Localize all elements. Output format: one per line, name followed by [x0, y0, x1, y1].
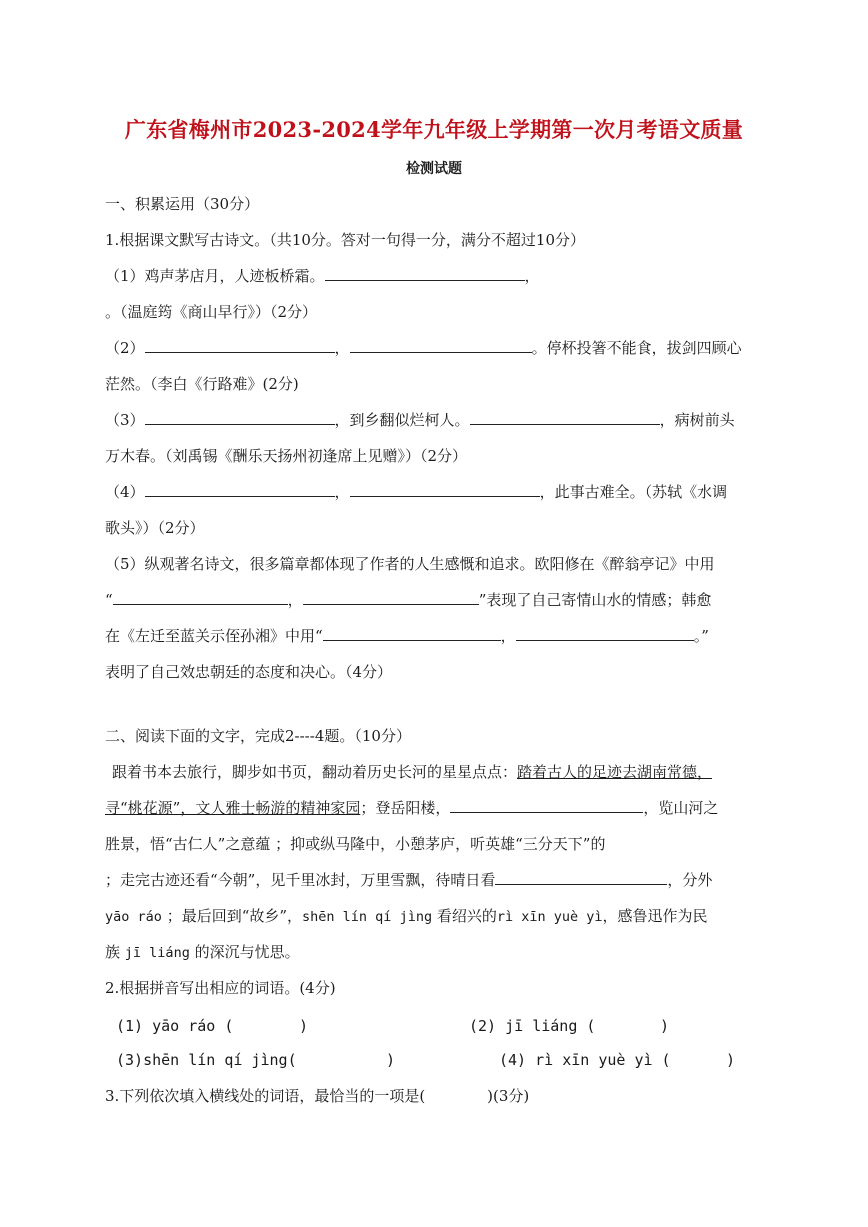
text: “ — [105, 591, 113, 609]
item-5-line-2 — [105, 590, 711, 610]
text: 。” — [693, 627, 709, 645]
answer-blank[interactable] — [470, 410, 660, 425]
text: 看绍兴的 — [436, 907, 497, 925]
answer-blank[interactable] — [145, 338, 335, 353]
answer-4-close: ) — [726, 1051, 736, 1069]
passage-line-4 — [105, 870, 712, 890]
item-4-line-1 — [105, 482, 727, 502]
answer-1-close: ) — [299, 1017, 309, 1035]
text: ；最后回到“故乡”， — [166, 907, 303, 925]
answer-blank[interactable] — [495, 870, 667, 885]
text: ，览山河之 — [643, 799, 719, 817]
text: （4） — [105, 483, 145, 501]
item-1-line-1 — [105, 266, 540, 286]
answer-blank[interactable] — [450, 798, 643, 813]
answer-blank[interactable] — [350, 338, 532, 353]
pinyin: yāo ráo — [105, 909, 162, 925]
question-2: 2.根据拼音写出相应的词语。(4分) — [105, 979, 336, 997]
text: （3） — [105, 411, 145, 429]
answer-4-prompt: (4) rì xīn yuè yì ( — [499, 1051, 671, 1069]
answer-2-close: ) — [660, 1017, 670, 1035]
passage-line-6 — [105, 942, 300, 963]
pinyin: shēn lín qí jìng — [302, 909, 433, 925]
underlined-text: 寻“桃花源”，文人雅士畅游的精神家园 — [105, 799, 361, 817]
passage-line-2 — [105, 798, 718, 818]
text: ， — [524, 267, 540, 285]
text: ， — [334, 339, 350, 357]
answer-3-close: ) — [386, 1051, 396, 1069]
text: ， — [334, 483, 350, 501]
question-3 — [105, 1086, 529, 1106]
item-3-line-2: 万木春。（刘禹锡《酬乐天扬州初逢席上见赠》）（2分） — [105, 447, 468, 465]
item-5-line-1: （5）纵观著名诗文，很多篇章都体现了作者的人生感慨和追求。欧阳修在《醉翁亭记》中用 — [105, 555, 715, 573]
answer-blank[interactable] — [303, 590, 479, 605]
text: ，此事古难全。（苏轼《水调 — [539, 483, 728, 501]
text: 。停杯投箸不能食，拔剑四顾心 — [531, 339, 742, 357]
text: 族 — [105, 943, 121, 961]
answer-blank[interactable] — [113, 590, 288, 605]
underlined-text: 踏着古人的足迹去湖南常德， — [517, 763, 713, 781]
item-3-line-1 — [105, 410, 735, 430]
answer-1-prompt: (1) yāo ráo ( — [116, 1017, 234, 1035]
text: ，到乡翻似烂柯人。 — [334, 411, 470, 429]
passage-line-3: 胜景，悟“古仁人”之意蕴 ；抑或纵马隆中，小憩茅庐，听英雄“三分天下”的 — [105, 835, 606, 853]
section-heading: 一、积累运用（30分） — [105, 195, 260, 213]
text: ，病树前头 — [659, 411, 735, 429]
text: ， — [500, 627, 516, 645]
text: 3.下列依次填入横线处的词语，最恰当的一项是( — [105, 1087, 426, 1105]
text: （2） — [105, 339, 145, 357]
answer-3-prompt: (3)shēn lín qí jìng( — [116, 1051, 297, 1069]
text: ，分外 — [667, 871, 713, 889]
item-2-line-1 — [105, 338, 742, 358]
answer-2-prompt: (2) jī liáng ( — [469, 1017, 596, 1035]
text: ， — [287, 591, 303, 609]
text: ，感鲁迅作为民 — [602, 907, 708, 925]
section-heading: 二、阅读下面的文字，完成2----4题。（10分） — [105, 727, 411, 745]
document-title: 广东省梅州市2023-2024学年九年级上学期第一次月考语文质量 — [124, 117, 744, 142]
document-subtitle: 检测试题 — [406, 161, 462, 177]
text: 在《左迁至蓝关示侄孙湘》中用“ — [105, 627, 323, 645]
text: （1）鸡声茅店月，人迹板桥霜。 — [105, 267, 325, 285]
answer-blank[interactable] — [323, 626, 501, 641]
text: ；登岳阳楼， — [360, 799, 451, 817]
item-5-line-3 — [105, 626, 709, 646]
pinyin: rì xīn yuè yì — [496, 909, 603, 925]
text: )(3分) — [487, 1087, 530, 1105]
answer-blank[interactable] — [325, 266, 525, 281]
passage-line-1 — [112, 762, 712, 782]
answer-blank[interactable] — [145, 482, 335, 497]
answer-blank[interactable] — [350, 482, 540, 497]
text: 跟着书本去旅行，脚步如书页，翻动着历史长河的星星点点： — [112, 763, 518, 781]
text: ；走完古迹还看“今朝”，见千里冰封，万里雪飘，待晴日看 — [105, 871, 496, 889]
text: 的深沉与忧思。 — [194, 943, 300, 961]
answer-blank[interactable] — [145, 410, 335, 425]
passage-line-5 — [105, 906, 708, 927]
item-1-line-2: 。（温庭筠《商山早行》）（2分） — [105, 303, 318, 321]
answer-blank[interactable] — [516, 626, 694, 641]
pinyin: jī liáng — [124, 945, 190, 961]
question-1: 1.根据课文默写古诗文。（共10分。答对一句得一分，满分不超过10分） — [105, 231, 585, 249]
item-5-line-4: 表明了自己效忠朝廷的态度和决心。（4分） — [105, 663, 393, 681]
text: ”表现了自己寄情山水的情感；韩愈 — [478, 591, 712, 609]
item-4-line-2: 歌头》）（2分） — [105, 519, 205, 537]
item-2-line-2: 茫然。（李白《行路难》(2分) — [105, 375, 299, 393]
